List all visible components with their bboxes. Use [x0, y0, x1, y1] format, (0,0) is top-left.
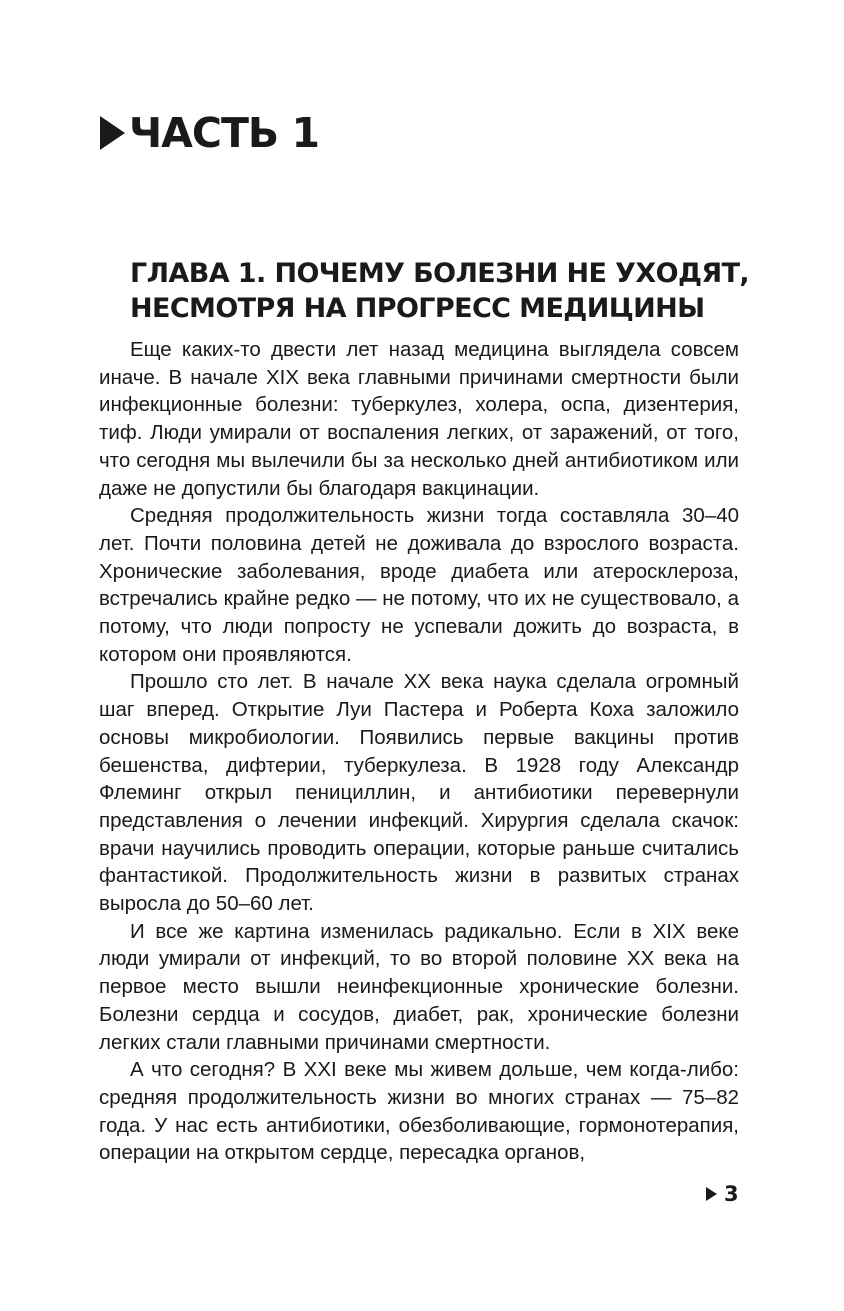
body-text	[99, 336, 739, 1167]
page-footer	[706, 1181, 739, 1207]
paragraph: И все же картина изменилась радикально. Если в XIX веке люди умирали от инфекций, то во второй половине XX века на первое место вышли неинфекционные хронические болезни. Болезни сердца и сосудов, диабет, рак, хронические болезни легких стали главными причинами смертности.	[99, 919, 739, 1054]
chapter-title	[130, 256, 750, 326]
chapter-title-line-2: НЕСМОТРЯ НА ПРОГРЕСС МЕДИЦИНЫ	[130, 293, 705, 324]
paragraph: Средняя продолжительность жизни тогда составляла 30–40 лет. Почти половина детей не доживала до взрослого возраста. Хронические заболевания, вроде диабета или атеросклероза, встречались крайне редко — не потому, что их не существовало, а потому, что люди попросту не успевали дожить до возраста, в котором они проявляются.	[99, 504, 739, 666]
paragraph: А что сегодня? В XXI веке мы живем дольше, чем когда-либо: средняя продолжительность жизни во многих странах — 75–82 года. У нас есть антибиотики, обезболивающие, гормонотерапия, операции на открытом сердце, пересадка органов,	[99, 1058, 739, 1165]
triangle-right-icon	[706, 1187, 717, 1201]
page-number: 3	[724, 1182, 739, 1206]
chapter-title-line-1: ГЛАВА 1. ПОЧЕМУ БОЛЕЗНИ НЕ УХОДЯТ,	[130, 258, 750, 289]
paragraph: Еще каких-то двести лет назад медицина выглядела совсем иначе. В начале XIX века главными причинами смертности были инфекционные болезни: туберкулез, холера, оспа, дизентерия, тиф. Люди умирали от воспаления легких, от заражений, от того, что сегодня мы вылечили бы за несколько дней антибиотиком или даже не допустили бы благодаря вакцинации.	[99, 338, 739, 500]
part-title: ЧАСТЬ 1	[129, 109, 319, 157]
part-heading	[100, 108, 319, 158]
triangle-right-icon	[100, 116, 125, 150]
paragraph: Прошло сто лет. В начале XX века наука сделала огромный шаг вперед. Открытие Луи Пастера и Роберта Коха заложило основы микробиологии. Появились первые вакцины против бешенства, дифтерии, туберкулеза. В 1928 году Александр Флеминг открыл пенициллин, и антибиотики перевернули представления о лечении инфекций. Хирургия сделала скачок: врачи научились проводить операции, которые раньше считались фантастикой. Продолжительность жизни в развитых странах выросла до 50–60 лет.	[99, 670, 739, 916]
